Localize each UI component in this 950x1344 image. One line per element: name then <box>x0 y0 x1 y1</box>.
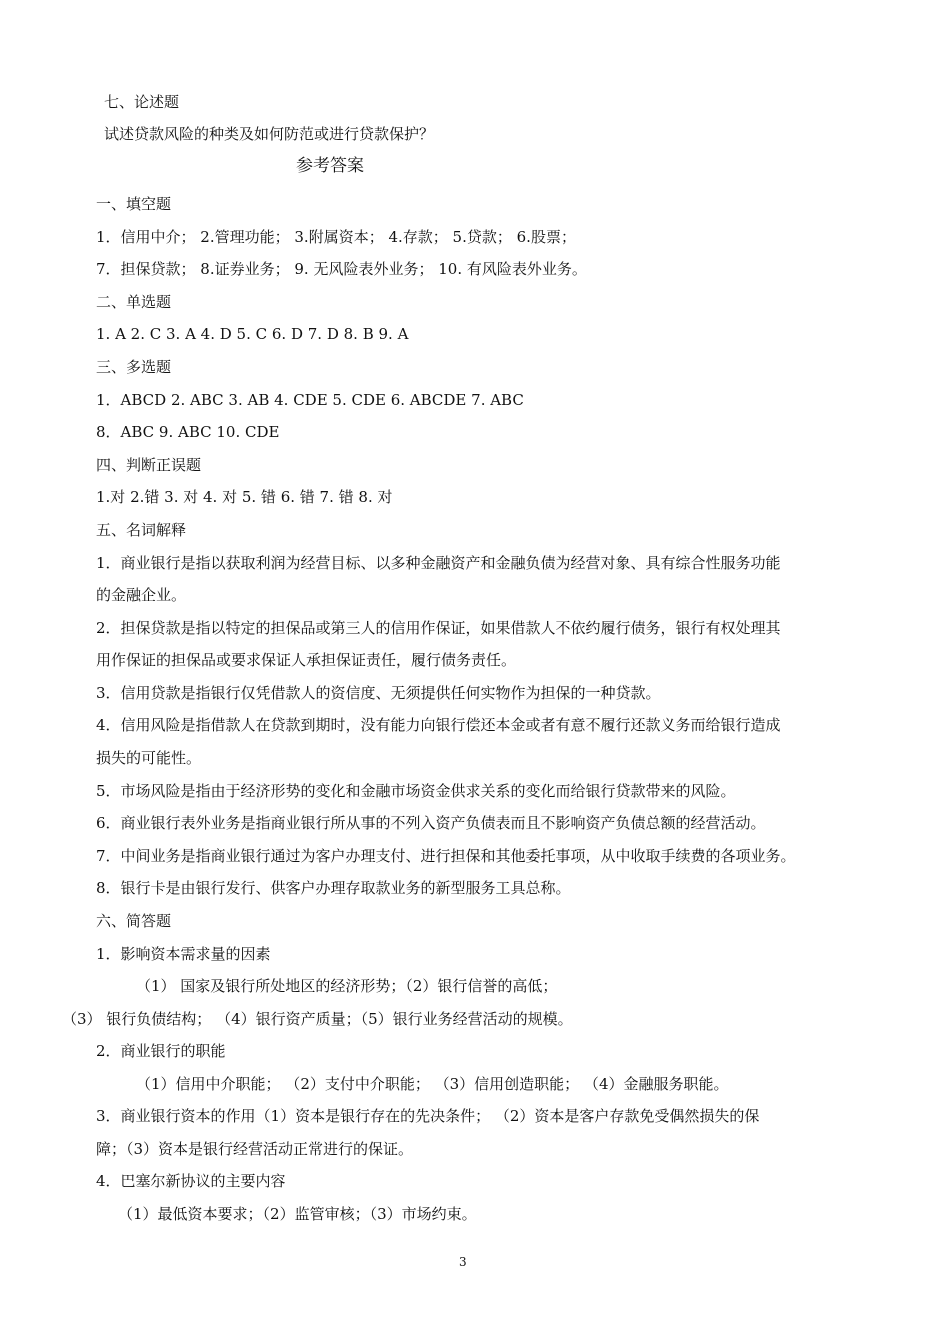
multi-choice-line1: 1．ABCD 2. ABC 3. AB 4. CDE 5. CDE 6. ABCDE 7. ABC <box>96 391 524 409</box>
multi-choice-heading: 三、多选题 <box>96 358 172 376</box>
term-4-line1: 4．信用风险是指借款人在贷款到期时，没有能力向银行偿还本金或者有意不履行还款义务而给银行造成 <box>96 716 781 734</box>
page-number: 3 <box>459 1255 467 1269</box>
short-answer-q3-line1: 3．商业银行资本的作用（1）资本是银行存在的先决条件； （2）资本是客户存款免受偶然损失的保 <box>96 1107 760 1125</box>
term-6: 6．商业银行表外业务是指商业银行所从事的不列入资产负债表而且不影响资产负债总额的经营活动。 <box>96 814 766 832</box>
true-false-heading: 四、判断正误题 <box>96 456 202 474</box>
terms-heading: 五、名词解释 <box>96 521 187 539</box>
short-answer-q3-line2: 障；（3）资本是银行经营活动正常进行的保证。 <box>96 1140 414 1158</box>
term-3: 3．信用贷款是指银行仅凭借款人的资信度、无须提供任何实物作为担保的一种贷款。 <box>96 684 661 702</box>
term-2-line2: 用作保证的担保品或要求保证人承担保证责任，履行债务责任。 <box>96 651 517 669</box>
single-choice-line1: 1. A 2. C 3. A 4. D 5. C 6. D 7. D 8. B 9. A <box>96 325 409 343</box>
short-answer-q1-line1: （1） 国家及银行所处地区的经济形势；（2）银行信誉的高低； <box>136 977 558 995</box>
multi-choice-line2: 8．ABC 9. ABC 10. CDE <box>96 423 280 441</box>
term-1-line2: 的金融企业。 <box>96 586 187 604</box>
term-7: 7．中间业务是指商业银行通过为客户办理支付、进行担保和其他委托事项，从中收取手续费的各项业务。 <box>96 847 796 865</box>
short-answer-q1-line2: （3） 银行负债结构； （4）银行资产质量；（5）银行业务经营活动的规模。 <box>62 1010 573 1028</box>
answer-title: 参考答案 <box>296 156 364 176</box>
short-answer-q2: 2．商业银行的职能 <box>96 1042 226 1060</box>
term-5: 5．市场风险是指由于经济形势的变化和金融市场资金供求关系的变化而给银行贷款带来的风险。 <box>96 782 736 800</box>
term-8: 8．银行卡是由银行发行、供客户办理存取款业务的新型服务工具总称。 <box>96 879 571 897</box>
term-4-line2: 损失的可能性。 <box>96 749 202 767</box>
short-answer-q1: 1．影响资本需求量的因素 <box>96 945 271 963</box>
true-false-line1: 1.对 2.错 3. 对 4. 对 5. 错 6. 错 7. 错 8. 对 <box>96 488 393 506</box>
single-choice-heading: 二、单选题 <box>96 293 172 311</box>
fill-blank-line2: 7．担保贷款； 8.证券业务； 9. 无风险表外业务； 10. 有风险表外业务。 <box>96 260 587 278</box>
term-2-line1: 2．担保贷款是指以特定的担保品或第三人的信用作保证，如果借款人不依约履行债务，银行有权处理其 <box>96 619 781 637</box>
short-answer-q4-line1: （1）最低资本要求；（2）监管审核；（3）市场约束。 <box>118 1205 477 1223</box>
fill-blank-line1: 1．信用中介； 2.管理功能； 3.附属资本； 4.存款； 5.贷款； 6.股票； <box>96 228 576 246</box>
section7-heading: 七、论述题 <box>104 93 180 111</box>
short-answer-q4: 4．巴塞尔新协议的主要内容 <box>96 1172 286 1190</box>
short-answer-q2-line1: （1）信用中介职能； （2）支付中介职能； （3）信用创造职能； （4）金融服务职能。 <box>136 1075 729 1093</box>
fill-blank-heading: 一、填空题 <box>96 195 172 213</box>
short-answer-heading: 六、简答题 <box>96 912 172 930</box>
section7-question: 试述贷款风险的种类及如何防范或进行贷款保护？ <box>104 125 435 143</box>
term-1-line1: 1．商业银行是指以获取利润为经营目标、以多种金融资产和金融负债为经营对象、具有综合性服务功能 <box>96 554 781 572</box>
